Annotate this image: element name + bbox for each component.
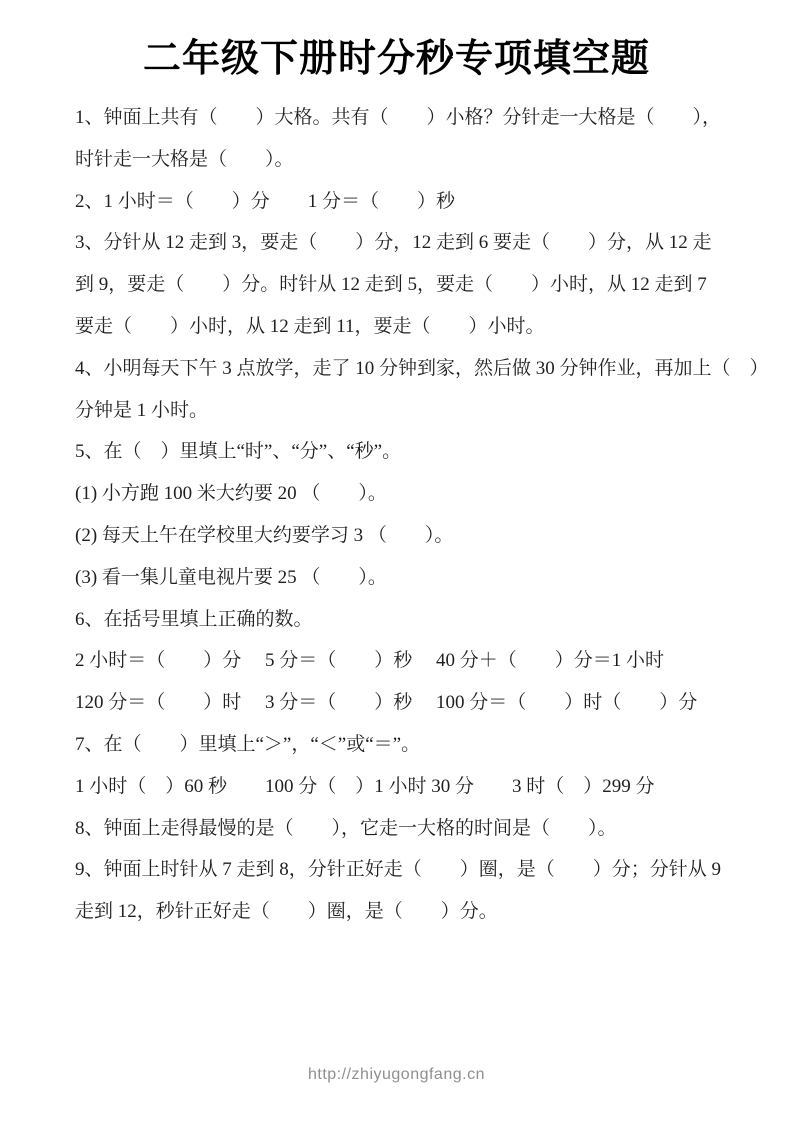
worksheet-line: (1) 小方跑 100 米大约要 20 （ ）。	[75, 483, 387, 505]
worksheet-line: 6、在括号里填上正确的数。	[75, 608, 313, 630]
worksheet-body	[75, 97, 769, 933]
page-title: 二年级下册时分秒专项填空题	[142, 38, 650, 80]
worksheet-line: 3、分针从 12 走到 3，要走（ ）分，12 走到 6 要走（ ）分，从 12 走	[75, 232, 712, 254]
worksheet-line: 2 小时＝（ ）分 5 分＝（ ）秒 40 分＋（ ）分＝1 小时	[75, 650, 665, 672]
worksheet-line: 走到 12，秒针正好走（ ）圈，是（ ）分。	[75, 901, 498, 923]
worksheet-line: 5、在（ ）里填上“时”、“分”、“秒”。	[75, 441, 402, 463]
footer-url: http://zhiyugongfang.cn	[308, 1066, 485, 1083]
worksheet-line: 2、1 小时＝（ ）分 1 分＝（ ）秒	[75, 190, 456, 212]
worksheet-line: 到 9，要走（ ）分。时针从 12 走到 5，要走（ ）小时，从 12 走到 7	[75, 274, 707, 296]
worksheet-line: 分钟是 1 小时。	[75, 399, 209, 421]
worksheet-line: 1、钟面上共有（ ）大格。共有（ ）小格？分针走一大格是（ ），	[75, 107, 722, 128]
worksheet-line: 4、小明每天下午 3 点放学，走了 10 分钟到家，然后做 30 分钟作业，再加上（ ）	[75, 357, 769, 379]
worksheet-line: 要走（ ）小时，从 12 走到 11，要走（ ）小时。	[75, 315, 545, 337]
worksheet-line: 9、钟面上时针从 7 走到 8，分针正好走（ ）圈，是（ ）分；分针从 9	[75, 859, 722, 881]
worksheet-line: 时针走一大格是（ ）。	[75, 148, 294, 170]
worksheet-line: 120 分＝（ ）时 3 分＝（ ）秒 100 分＝（ ）时（ ）分	[75, 692, 698, 714]
worksheet-line: 7、在（ ）里填上“＞”，“＜”或“＝”。	[75, 733, 421, 755]
worksheet-line: 1 小时（ ）60 秒 100 分（ ）1 小时 30 分 3 时（ ）299 分	[75, 775, 655, 797]
worksheet-line: (3) 看一集儿童电视片要 25 （ ）。	[75, 566, 387, 588]
worksheet-line: 8、钟面上走得最慢的是（ ），它走一大格的时间是（ ）。	[75, 817, 617, 839]
worksheet-line: (2) 每天上午在学校里大约要学习 3 （ ）。	[75, 524, 454, 546]
